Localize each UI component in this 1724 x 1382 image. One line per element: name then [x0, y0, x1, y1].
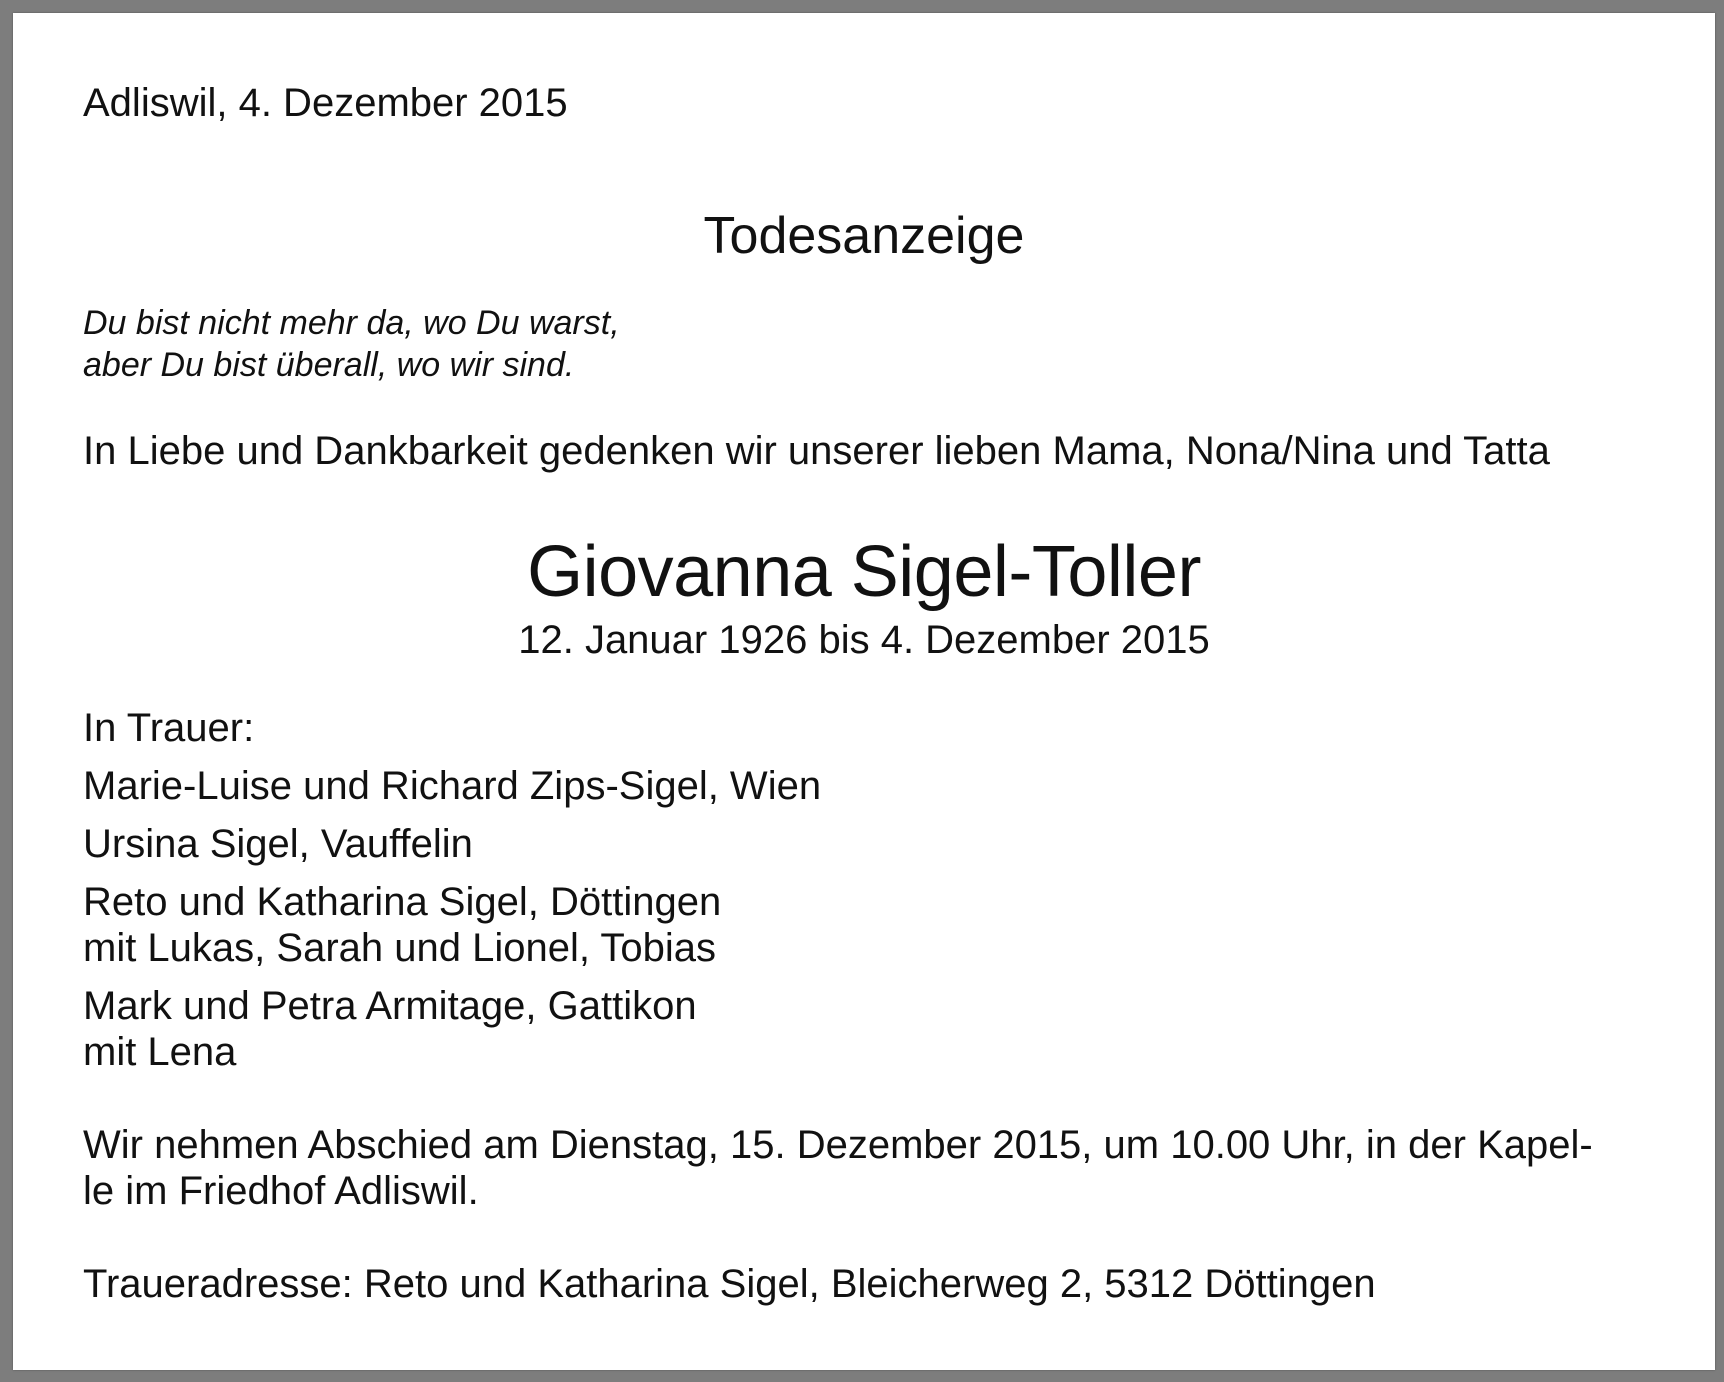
- mourner-entry: Mark und Petra Armitage, Gattikon: [83, 984, 697, 1028]
- page-title: Todesanzeige: [703, 207, 1025, 265]
- mourners-heading: In Trauer:: [83, 706, 255, 750]
- place-date: Adliswil, 4. Dezember 2015: [83, 81, 568, 125]
- intro-text: In Liebe und Dankbarkeit gedenken wir unserer lieben Mama, Nona/Nina und Tatta: [83, 429, 1550, 473]
- deceased-lifespan: 12. Januar 1926 bis 4. Dezember 2015: [518, 618, 1210, 662]
- quote-line-1: Du bist nicht mehr da, wo Du warst,: [83, 304, 620, 342]
- deceased-name: Giovanna Sigel-Toller: [527, 532, 1201, 612]
- mourner-entry: Reto und Katharina Sigel, Döttingen: [83, 880, 722, 924]
- mourner-entry-children: mit Lena: [83, 1030, 237, 1074]
- farewell-line-1: Wir nehmen Abschied am Dienstag, 15. Dezember 2015, um 10.00 Uhr, in der Kapel-: [83, 1123, 1593, 1167]
- mourner-entry: Marie-Luise und Richard Zips-Sigel, Wien: [83, 764, 822, 808]
- mourner-entry-children: mit Lukas, Sarah und Lionel, Tobias: [83, 926, 716, 970]
- farewell-line-2: le im Friedhof Adliswil.: [83, 1169, 479, 1213]
- obituary-page: [13, 13, 1715, 1370]
- mourner-entry: Ursina Sigel, Vauffelin: [83, 822, 473, 866]
- mourning-address: Traueradresse: Reto und Katharina Sigel, Bleicherweg 2, 5312 Döttingen: [83, 1262, 1376, 1306]
- quote-line-2: aber Du bist überall, wo wir sind.: [83, 346, 575, 384]
